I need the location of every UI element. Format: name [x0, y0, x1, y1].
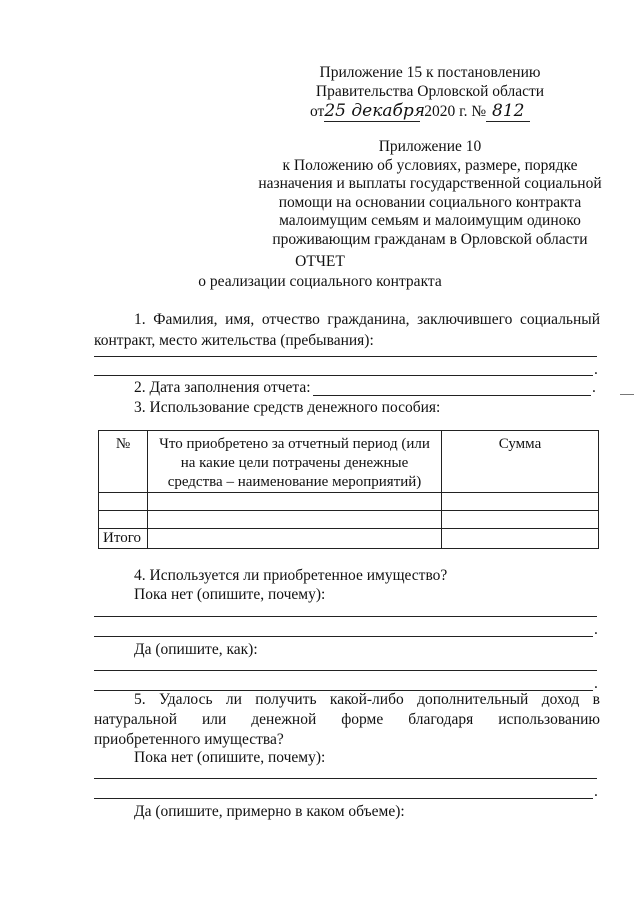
- question-4-no: Пока нет (опишите, почему):: [134, 586, 326, 603]
- total-sum-cell[interactable]: [442, 529, 599, 549]
- answer-line-5b[interactable]: [94, 798, 593, 799]
- appendix-line-4: помощи на основании социального контракта: [278, 193, 582, 211]
- appendix-line-5: малоимущим семьям и малоимущим одиноко: [279, 212, 581, 229]
- answer-line-1b[interactable]: [94, 375, 593, 376]
- line-end-dot: .: [594, 783, 598, 800]
- question-5-yes: Да (опишите, примерно в каком объеме):: [134, 803, 405, 820]
- answer-line-4a[interactable]: [94, 616, 597, 617]
- header-line-2: Правительства Орловской области: [315, 83, 545, 100]
- header-date-line: [310, 101, 530, 122]
- col-sum-header: Сумма: [442, 431, 599, 493]
- table-header-row: [99, 431, 599, 493]
- appendix-line-2: к Положению об условиях, размере, порядке: [282, 156, 578, 174]
- table-row: [99, 511, 599, 529]
- line-end-dot: .: [594, 621, 598, 638]
- table-total-row: [99, 529, 599, 549]
- handwritten-date: 25 декабря: [324, 101, 425, 121]
- line-end-dot: .: [592, 379, 596, 396]
- document-subtitle: о реализации социального контракта: [198, 273, 442, 290]
- question-4-yes: Да (опишите, как):: [134, 641, 258, 658]
- table-cell[interactable]: [99, 511, 148, 529]
- answer-line-5a[interactable]: [94, 778, 597, 779]
- table-cell[interactable]: [148, 493, 442, 511]
- report-date-field[interactable]: [313, 395, 591, 396]
- line-end-dot: .: [594, 675, 598, 692]
- question-2: 2. Дата заполнения отчета:: [134, 379, 311, 396]
- question-4: 4. Используется ли приобретенное имущество?: [134, 567, 448, 584]
- header-line-1: Приложение 15 к постановлению: [319, 64, 541, 81]
- appendix-line-6: проживающим гражданам в Орловской области: [272, 230, 588, 248]
- table-row: [99, 493, 599, 511]
- table-cell[interactable]: [442, 493, 599, 511]
- header-date-prefix: от: [310, 103, 325, 120]
- question-5: 5. Удалось ли получить какой-либо дополнительный доход в натуральной или денежной форме благодаря использованию приобретенного имущества?: [94, 691, 600, 748]
- appendix-line-3: назначения и выплаты государственной социальной: [258, 175, 602, 192]
- margin-mark: [620, 394, 634, 395]
- handwritten-number: 812: [486, 101, 530, 122]
- answer-line-1a[interactable]: [94, 356, 597, 357]
- appendix-block: [240, 138, 620, 249]
- table-cell[interactable]: [148, 511, 442, 529]
- line-end-dot: .: [594, 361, 598, 378]
- expenses-table: [98, 430, 599, 549]
- answer-line-4c[interactable]: [94, 670, 597, 671]
- col-number-header: №: [99, 431, 148, 493]
- table-cell[interactable]: [442, 511, 599, 529]
- question-5-no: Пока нет (опишите, почему):: [134, 749, 326, 766]
- table-cell[interactable]: [99, 493, 148, 511]
- answer-line-4b[interactable]: [94, 636, 593, 637]
- question-1: 1. Фамилия, имя, отчество гражданина, заключившего социальный контракт, место жительства (пребывания):: [94, 311, 600, 349]
- appendix-line-1: Приложение 10: [378, 138, 482, 155]
- question-3: 3. Использование средств денежного пособия:: [134, 399, 441, 416]
- document-title: ОТЧЕТ: [295, 253, 345, 270]
- total-label: Итого: [99, 529, 148, 549]
- table-cell[interactable]: [148, 529, 442, 549]
- col-what-header: Что приобретено за отчетный период (или на какие цели потрачены денежные средства – наименование мероприятий): [148, 431, 442, 493]
- header-year-number: 2020 г. №: [424, 103, 487, 120]
